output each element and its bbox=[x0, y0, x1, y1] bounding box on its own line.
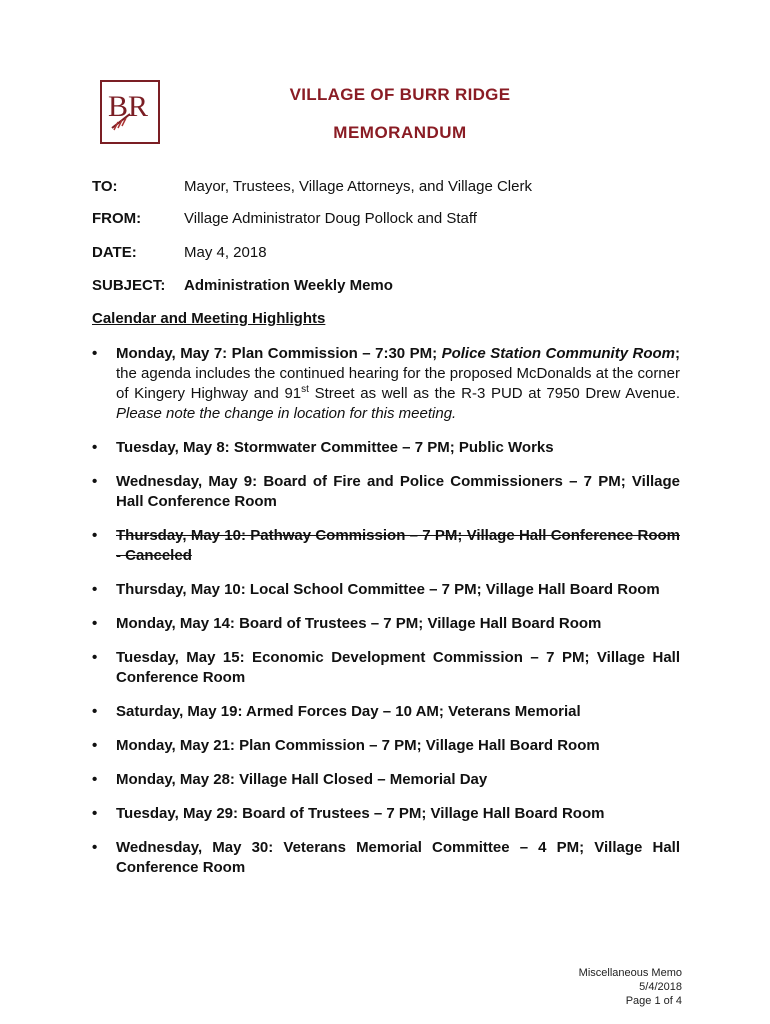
subject-value: Administration Weekly Memo bbox=[184, 277, 393, 294]
item-text: Saturday, May 19: Armed Forces Day – 10 AM; Veterans Memorial bbox=[116, 703, 581, 720]
item-separator: ; bbox=[675, 345, 681, 362]
org-title: VILLAGE OF BURR RIDGE bbox=[289, 85, 511, 104]
bullet-icon: • bbox=[92, 581, 98, 598]
document-type-title: MEMORANDUM bbox=[333, 123, 467, 142]
list-item bbox=[92, 472, 680, 512]
list-item bbox=[92, 580, 680, 600]
list-item bbox=[92, 838, 680, 878]
footer-doc-name: Miscellaneous Memo bbox=[578, 967, 682, 979]
item-text: Wednesday, May 9: Board of Fire and Police Commissioners – 7 PM; Village Hall Conference Room bbox=[116, 473, 680, 510]
logo-letters: BR bbox=[108, 90, 149, 123]
item-description-continued: Street as well as the R-3 PUD at 7950 Drew Avenue. bbox=[314, 385, 680, 402]
item-text: Wednesday, May 30: Veterans Memorial Committee – 4 PM; Village Hall Conference Room bbox=[116, 839, 680, 876]
bullet-icon: • bbox=[92, 615, 98, 632]
item-text: Monday, May 14: Board of Trustees – 7 PM; Village Hall Board Room bbox=[116, 615, 602, 632]
footer-date: 5/4/2018 bbox=[639, 981, 682, 993]
to-label: TO: bbox=[92, 178, 118, 195]
item-text: Thursday, May 10: Pathway Commission – 7 PM; Village Hall Conference Room - Canceled bbox=[116, 527, 680, 564]
bullet-icon: • bbox=[92, 703, 98, 720]
list-item bbox=[92, 648, 680, 688]
canceled-list-item bbox=[92, 526, 680, 566]
footer-page-number: Page 1 of 4 bbox=[625, 995, 682, 1007]
item-location: Police Station Community Room bbox=[441, 345, 676, 362]
list-item bbox=[92, 770, 680, 790]
item-note: Please note the change in location for this meeting. bbox=[116, 405, 457, 422]
item-text: Thursday, May 10: Local School Committee – 7 PM; Village Hall Board Room bbox=[116, 581, 660, 598]
item-text: Tuesday, May 8: Stormwater Committee – 7 PM; Public Works bbox=[116, 439, 554, 456]
to-value: Mayor, Trustees, Village Attorneys, and Village Clerk bbox=[184, 178, 532, 195]
bullet-icon: • bbox=[92, 649, 98, 666]
from-label: FROM: bbox=[92, 210, 142, 227]
list-item bbox=[92, 344, 680, 424]
bullet-icon: • bbox=[92, 345, 98, 362]
item-superscript: st bbox=[301, 384, 309, 395]
page-footer bbox=[579, 966, 682, 1008]
from-value: Village Administrator Doug Pollock and Staff bbox=[184, 210, 477, 227]
date-value: May 4, 2018 bbox=[184, 244, 267, 261]
calendar-section-heading: Calendar and Meeting Highlights bbox=[92, 310, 326, 327]
item-text: Monday, May 28: Village Hall Closed – Memorial Day bbox=[116, 771, 488, 788]
bullet-icon: • bbox=[92, 805, 98, 822]
list-item bbox=[92, 438, 680, 458]
list-item bbox=[92, 702, 680, 722]
item-text: Monday, May 21: Plan Commission – 7 PM; Village Hall Board Room bbox=[116, 737, 600, 754]
bullet-icon: • bbox=[92, 737, 98, 754]
bullet-icon: • bbox=[92, 839, 98, 856]
subject-label: SUBJECT: bbox=[92, 277, 166, 294]
calendar-list bbox=[92, 344, 680, 892]
bullet-icon: • bbox=[92, 439, 98, 456]
list-item bbox=[92, 614, 680, 634]
item-description: the agenda includes the continued hearing for the proposed McDonalds at the corner of Kingery Highway and 91 bbox=[116, 365, 680, 402]
bullet-icon: • bbox=[92, 771, 98, 788]
bullet-icon: • bbox=[92, 527, 98, 544]
list-item bbox=[92, 804, 680, 824]
item-text: Tuesday, May 29: Board of Trustees – 7 PM; Village Hall Board Room bbox=[116, 805, 605, 822]
date-label: DATE: bbox=[92, 244, 137, 261]
item-text: Tuesday, May 15: Economic Development Commission – 7 PM; Village Hall Conference Room bbox=[116, 649, 680, 686]
bullet-icon: • bbox=[92, 473, 98, 490]
list-item bbox=[92, 736, 680, 756]
item-heading: Monday, May 7: Plan Commission – 7:30 PM; bbox=[116, 345, 438, 362]
